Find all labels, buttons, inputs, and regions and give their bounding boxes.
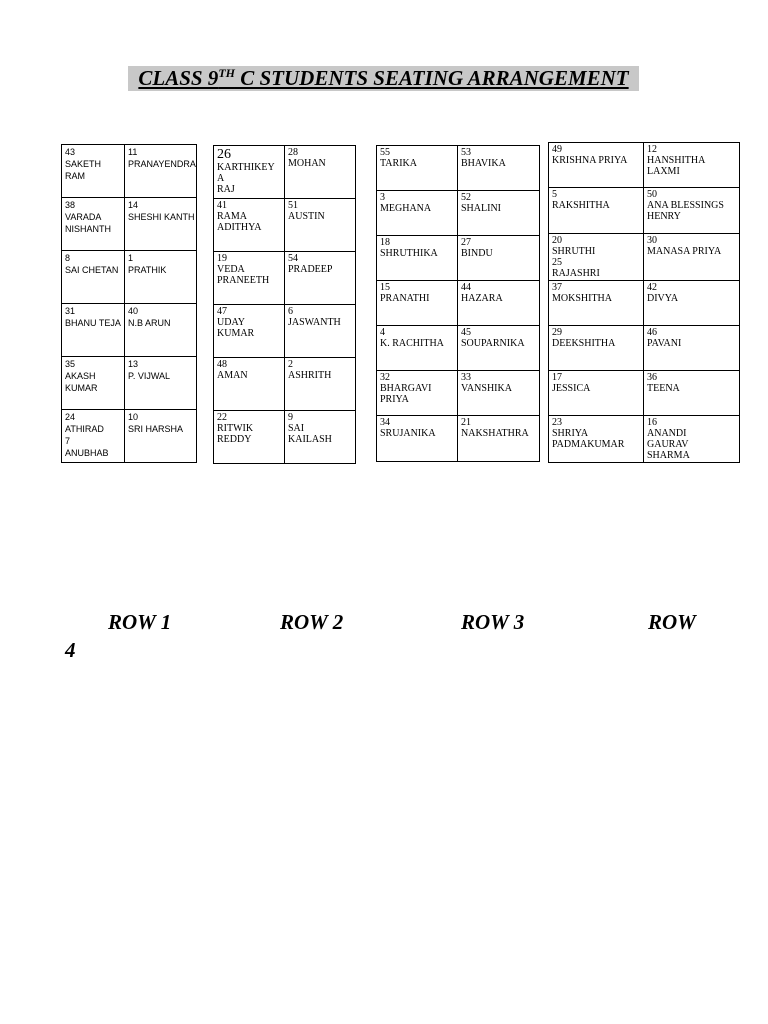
- seat-cell: [125, 251, 197, 304]
- seat-number: 44: [461, 282, 471, 293]
- seat-row: [549, 188, 740, 234]
- row-2-seating-table: [213, 145, 356, 464]
- seat-cell: [285, 252, 356, 305]
- student-name: DIVYA: [647, 293, 679, 304]
- seat-cell: [549, 234, 644, 281]
- seat-cell: [377, 326, 458, 371]
- seat-cell: [458, 236, 540, 281]
- seat-number: 27: [461, 237, 471, 248]
- student-name: PRADEEP: [288, 264, 333, 275]
- seat-cell: [125, 304, 197, 357]
- seat-row: [549, 234, 740, 281]
- seat-number: 50: [647, 189, 657, 200]
- seat-number: 12: [647, 144, 657, 155]
- student-name: SHRUTHIKA: [380, 248, 438, 259]
- seat-cell: [377, 236, 458, 281]
- student-name: RAJASHRI: [552, 268, 600, 279]
- seat-cell: [125, 198, 197, 251]
- student-name: 7: [65, 436, 71, 446]
- seat-row: [549, 371, 740, 416]
- seat-cell: [214, 358, 285, 411]
- student-name: ADITHYA: [217, 222, 262, 233]
- student-name: ASHRITH: [288, 370, 332, 381]
- seat-cell: [285, 305, 356, 358]
- seat-row: [549, 416, 740, 463]
- seat-number: 40: [128, 306, 139, 316]
- seat-number: 33: [461, 372, 471, 383]
- seat-number: 3: [380, 192, 385, 203]
- seat-row: [62, 304, 197, 357]
- student-name: KUMAR: [65, 383, 98, 393]
- seat-row: [549, 143, 740, 188]
- student-name: SRI HARSHA: [128, 424, 184, 434]
- seat-cell: [549, 416, 644, 463]
- seat-number: 20: [552, 235, 562, 246]
- student-name: JASWANTH: [288, 317, 341, 328]
- seat-cell: [285, 199, 356, 252]
- seat-cell: [125, 357, 197, 410]
- seat-row: [377, 416, 540, 462]
- seat-cell: [549, 371, 644, 416]
- seat-cell: [125, 410, 197, 463]
- seat-number: 37: [552, 282, 562, 293]
- seat-number: 53: [461, 147, 471, 158]
- seat-number: 10: [128, 412, 139, 422]
- student-name: SAKETH: [65, 159, 102, 169]
- seat-number: 2: [288, 359, 293, 370]
- seat-cell: [549, 143, 644, 188]
- seat-row: [62, 410, 197, 463]
- student-name: AUSTIN: [288, 211, 325, 222]
- student-name: MOHAN: [288, 158, 326, 169]
- student-name: KRISHNA PRIYA: [552, 155, 628, 166]
- student-name: BHAVIKA: [461, 158, 506, 169]
- student-name: P. VIJWAL: [128, 371, 171, 381]
- seat-cell: [377, 371, 458, 416]
- seat-number: 49: [552, 144, 562, 155]
- student-name: SHRUTHI: [552, 246, 596, 257]
- student-name: NISHANTH: [65, 224, 112, 234]
- student-name: MEGHANA: [380, 203, 432, 214]
- seat-cell: [62, 304, 125, 357]
- seat-row: [62, 198, 197, 251]
- seat-cell: [458, 146, 540, 191]
- student-name: VANSHIKA: [461, 383, 512, 394]
- student-name: K. RACHITHA: [380, 338, 444, 349]
- seat-cell: [62, 198, 125, 251]
- row-4-seating-table: [548, 142, 740, 463]
- student-name: RAM: [65, 171, 85, 181]
- student-name: SAI CHETAN: [65, 265, 119, 275]
- student-name: UDAY: [217, 317, 245, 328]
- seat-cell: [458, 326, 540, 371]
- seat-number: 9: [288, 412, 293, 423]
- student-name: PRIYA: [380, 394, 409, 405]
- student-name: TARIKA: [380, 158, 417, 169]
- seat-cell: [62, 145, 125, 198]
- seat-row: [214, 358, 356, 411]
- seat-row: [549, 281, 740, 326]
- seat-number: 31: [65, 306, 76, 316]
- seat-number: 28: [288, 147, 298, 158]
- seat-row: [214, 252, 356, 305]
- seat-number: 26: [217, 147, 231, 162]
- student-name: REDDY: [217, 434, 252, 445]
- seat-row: [377, 371, 540, 416]
- seat-number: 24: [65, 412, 76, 422]
- student-name: MANASA PRIYA: [647, 246, 722, 257]
- student-name: PADMAKUMAR: [552, 439, 625, 450]
- student-name: PRANAYENDRA: [128, 159, 196, 169]
- seat-number: 4: [380, 327, 385, 338]
- seat-number: 34: [380, 417, 390, 428]
- student-name: HENRY: [647, 211, 681, 222]
- seat-cell: [644, 371, 740, 416]
- student-name: KUMAR: [217, 328, 255, 339]
- seat-number: 47: [217, 306, 227, 317]
- seat-cell: [62, 251, 125, 304]
- student-name: PRANATHI: [380, 293, 430, 304]
- student-name: SHRIYA: [552, 428, 589, 439]
- seat-cell: [285, 411, 356, 464]
- seat-number: 55: [380, 147, 390, 158]
- seat-row: [62, 251, 197, 304]
- seat-cell: [644, 234, 740, 281]
- seat-number: 22: [217, 412, 227, 423]
- seat-row: [214, 305, 356, 358]
- seat-row: [377, 191, 540, 236]
- seat-number: 1: [128, 253, 134, 263]
- seat-number: 51: [288, 200, 298, 211]
- seat-number: 29: [552, 327, 562, 338]
- seat-number: 41: [217, 200, 227, 211]
- seat-cell: [644, 281, 740, 326]
- seat-cell: [377, 146, 458, 191]
- seat-cell: [214, 199, 285, 252]
- student-name: PAVANI: [647, 338, 682, 349]
- student-name: HANSHITHA: [647, 155, 706, 166]
- student-name: TEENA: [647, 383, 680, 394]
- seat-cell: [549, 188, 644, 234]
- seat-cell: [214, 411, 285, 464]
- student-name: SHARMA: [647, 450, 690, 461]
- student-name: ANANDI: [647, 428, 687, 439]
- student-name: LAXMI: [647, 166, 680, 177]
- student-name: ANUBHAB: [65, 448, 109, 458]
- seat-row: [62, 145, 197, 198]
- row-2-label: ROW 2: [280, 610, 344, 634]
- seat-number: 6: [288, 306, 293, 317]
- seat-number: 38: [65, 200, 76, 210]
- student-name: SAI: [288, 423, 305, 434]
- student-name: 25: [552, 257, 562, 268]
- seat-row: [377, 146, 540, 191]
- student-name: ATHIRAD: [65, 424, 104, 434]
- student-name: RITWIK: [217, 423, 254, 434]
- seat-cell: [458, 416, 540, 462]
- seat-cell: [62, 357, 125, 410]
- seat-cell: [644, 326, 740, 371]
- seat-number: 23: [552, 417, 562, 428]
- seat-cell: [214, 252, 285, 305]
- seat-cell: [458, 191, 540, 236]
- seat-cell: [214, 146, 285, 199]
- seat-cell: [377, 281, 458, 326]
- student-name: SOUPARNIKA: [461, 338, 525, 349]
- student-name: GAURAV: [647, 439, 689, 450]
- student-name: RAKSHITHA: [552, 200, 610, 211]
- row-4-label-continued: 4: [65, 638, 76, 662]
- student-name: VARADA: [65, 212, 102, 222]
- page-title: CLASS 9TH C STUDENTS SEATING ARRANGEMENT: [128, 66, 639, 91]
- student-name: AMAN: [217, 370, 248, 381]
- student-name: PRATHIK: [128, 265, 167, 275]
- seat-number: 19: [217, 253, 227, 264]
- seat-number: 18: [380, 237, 390, 248]
- student-name: SRUJANIKA: [380, 428, 436, 439]
- student-name: VEDA: [217, 264, 245, 275]
- seat-cell: [458, 371, 540, 416]
- student-name: AKASH: [65, 371, 96, 381]
- seat-number: 42: [647, 282, 657, 293]
- seat-number: 16: [647, 417, 657, 428]
- row-3-label: ROW 3: [461, 610, 525, 634]
- seat-cell: [458, 281, 540, 326]
- seat-number: 8: [65, 253, 71, 263]
- student-name: DEEKSHITHA: [552, 338, 616, 349]
- student-name: KARTHIKEY: [217, 162, 275, 173]
- seat-cell: [214, 305, 285, 358]
- seat-number: 30: [647, 235, 657, 246]
- seat-number: 13: [128, 359, 139, 369]
- seat-row: [377, 236, 540, 281]
- seat-cell: [644, 143, 740, 188]
- student-name: ANA BLESSINGS: [647, 200, 724, 211]
- seat-number: 14: [128, 200, 139, 210]
- seat-number: 43: [65, 147, 76, 157]
- student-name: KAILASH: [288, 434, 332, 445]
- seat-cell: [62, 410, 125, 463]
- seat-number: 52: [461, 192, 471, 203]
- seat-cell: [377, 416, 458, 462]
- student-name: BHARGAVI: [380, 383, 432, 394]
- seat-number: 17: [552, 372, 562, 383]
- seat-row: [214, 411, 356, 464]
- seat-row: [214, 199, 356, 252]
- student-name: MOKSHITHA: [552, 293, 612, 304]
- student-name: BHANU TEJA: [65, 318, 121, 328]
- seat-row: [549, 326, 740, 371]
- student-name: RAMA: [217, 211, 248, 222]
- row-3-seating-table: [376, 145, 540, 462]
- seat-number: 36: [647, 372, 657, 383]
- row-1-seating-table: [61, 144, 197, 463]
- student-name: HAZARA: [461, 293, 503, 304]
- seat-row: [62, 357, 197, 410]
- seat-cell: [125, 145, 197, 198]
- seat-cell: [285, 146, 356, 199]
- seat-number: 46: [647, 327, 657, 338]
- seat-cell: [549, 326, 644, 371]
- seat-number: 48: [217, 359, 227, 370]
- student-name: SHALINI: [461, 203, 501, 214]
- seat-cell: [644, 416, 740, 463]
- seat-number: 45: [461, 327, 471, 338]
- student-name: PRANEETH: [217, 275, 270, 286]
- seat-cell: [377, 191, 458, 236]
- seat-cell: [285, 358, 356, 411]
- student-name: BINDU: [461, 248, 493, 259]
- seat-row: [377, 326, 540, 371]
- seat-number: 32: [380, 372, 390, 383]
- seat-number: 15: [380, 282, 390, 293]
- seat-row: [377, 281, 540, 326]
- row-4-label: ROW: [648, 610, 696, 634]
- student-name: JESSICA: [552, 383, 591, 394]
- student-name: N.B ARUN: [128, 318, 171, 328]
- student-name: NAKSHATHRA: [461, 428, 529, 439]
- student-name: SHESHI KANTH: [128, 212, 195, 222]
- seat-number: 21: [461, 417, 471, 428]
- seat-cell: [549, 281, 644, 326]
- seat-row: [214, 146, 356, 199]
- row-1-label: ROW 1: [108, 610, 172, 634]
- seat-cell: [644, 188, 740, 234]
- seat-number: 5: [552, 189, 557, 200]
- student-name: RAJ: [217, 184, 235, 195]
- seat-number: 11: [128, 147, 138, 157]
- seat-number: 35: [65, 359, 76, 369]
- seat-number: 54: [288, 253, 298, 264]
- student-name: A: [217, 173, 225, 184]
